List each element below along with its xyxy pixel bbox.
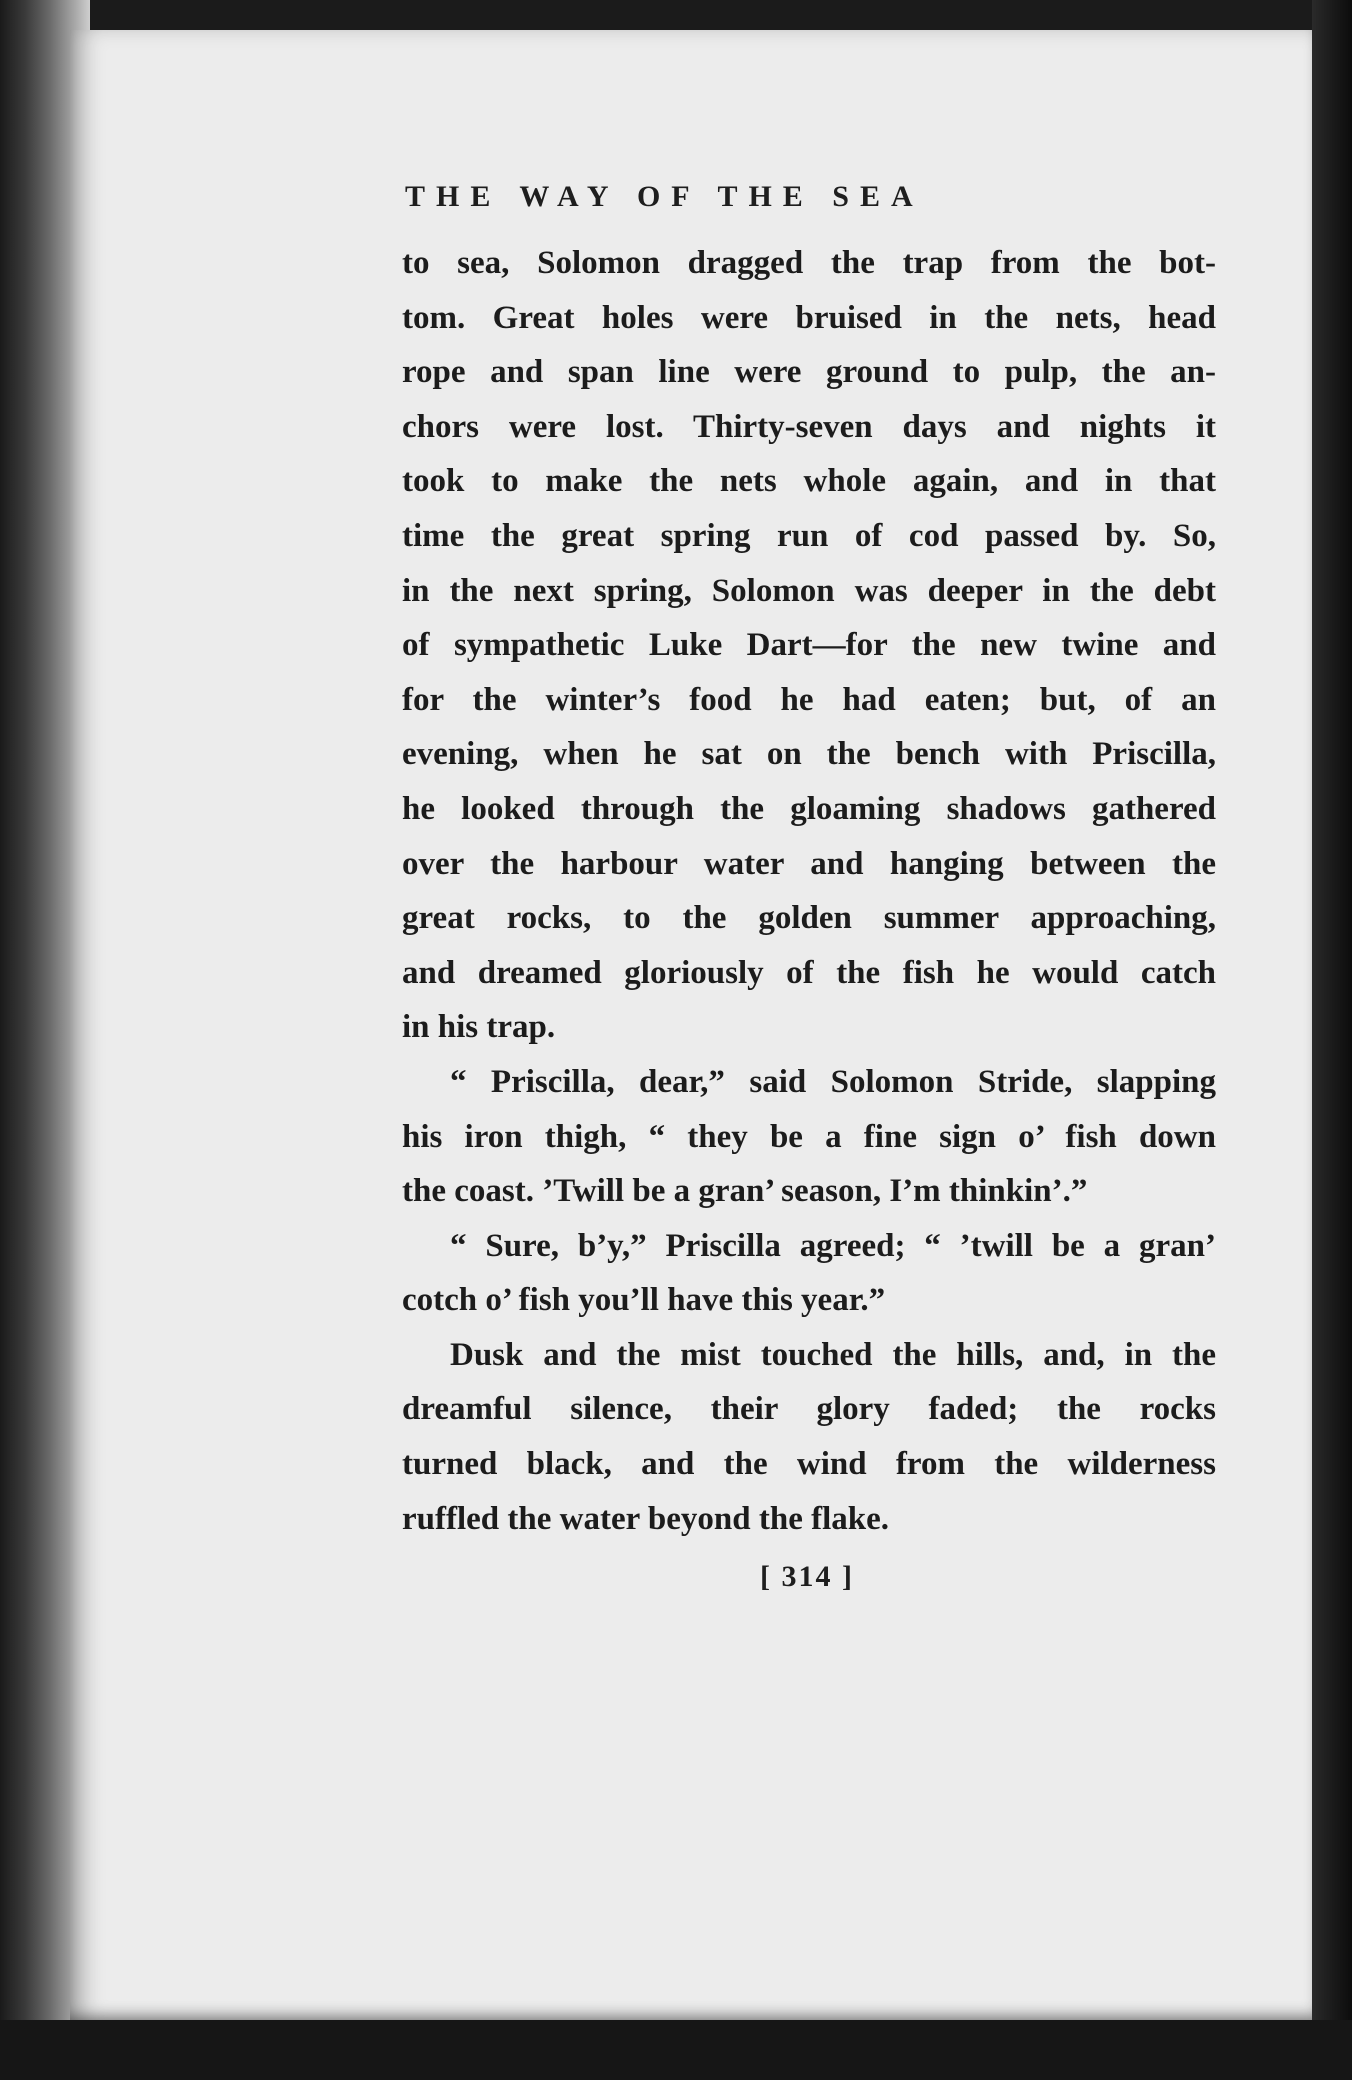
- page-bottom-edge: [0, 2020, 1352, 2080]
- text-line: great rocks, to the golden summer approaching,: [402, 900, 1216, 937]
- text-line: ruffled the water beyond the flake.: [402, 1500, 890, 1537]
- paragraph-3: [402, 1219, 1216, 1328]
- text-line: tom. Great holes were bruised in the nets, head: [402, 299, 1216, 336]
- text-line: “ Sure, b’y,” Priscilla agreed; “ ’twill be a gran’: [450, 1227, 1216, 1264]
- text-line: for the winter’s food he had eaten; but, of an: [402, 681, 1216, 718]
- text-line: dreamful silence, their glory faded; the rocks: [402, 1391, 1216, 1428]
- paragraph-1: [402, 236, 1216, 1055]
- paragraph-4: [402, 1328, 1216, 1546]
- running-head: THE WAY OF THE SEA: [405, 180, 924, 213]
- text-line: the coast. ’Twill be a gran’ season, I’m thinkin’.”: [402, 1173, 1088, 1210]
- text-line: to sea, Solomon dragged the trap from the bot-: [402, 245, 1216, 281]
- text-line: and dreamed gloriously of the fish he would catch: [402, 954, 1216, 991]
- text-line: turned black, and the wind from the wilderness: [402, 1446, 1216, 1483]
- text-line: evening, when he sat on the bench with Priscilla,: [402, 736, 1216, 773]
- text-line: in his trap.: [402, 1009, 556, 1046]
- page-number: [ 314 ]: [760, 1560, 854, 1593]
- text-line: time the great spring run of cod passed by. So,: [402, 517, 1216, 554]
- text-line: cotch o’ fish you’ll have this year.”: [402, 1282, 886, 1319]
- text-line: took to make the nets whole again, and in that: [402, 463, 1216, 500]
- text-line: he looked through the gloaming shadows gathered: [402, 790, 1216, 827]
- text-line: “ Priscilla, dear,” said Solomon Stride, slapping: [450, 1063, 1216, 1100]
- body-text: [402, 236, 1216, 1546]
- text-line: of sympathetic Luke Dart—for the new twine and: [402, 627, 1216, 664]
- text-line: in the next spring, Solomon was deeper in the debt: [402, 572, 1216, 609]
- text-line: over the harbour water and hanging between the: [402, 845, 1216, 882]
- text-line: rope and span line were ground to pulp, the an-: [402, 354, 1216, 391]
- text-line: his iron thigh, “ they be a fine sign o’ fish down: [402, 1118, 1216, 1155]
- text-line: Dusk and the mist touched the hills, and, in the: [450, 1336, 1216, 1373]
- text-line: chors were lost. Thirty-seven days and nights it: [402, 408, 1216, 445]
- paragraph-2: [402, 1055, 1216, 1219]
- page-right-edge: [1312, 0, 1352, 2080]
